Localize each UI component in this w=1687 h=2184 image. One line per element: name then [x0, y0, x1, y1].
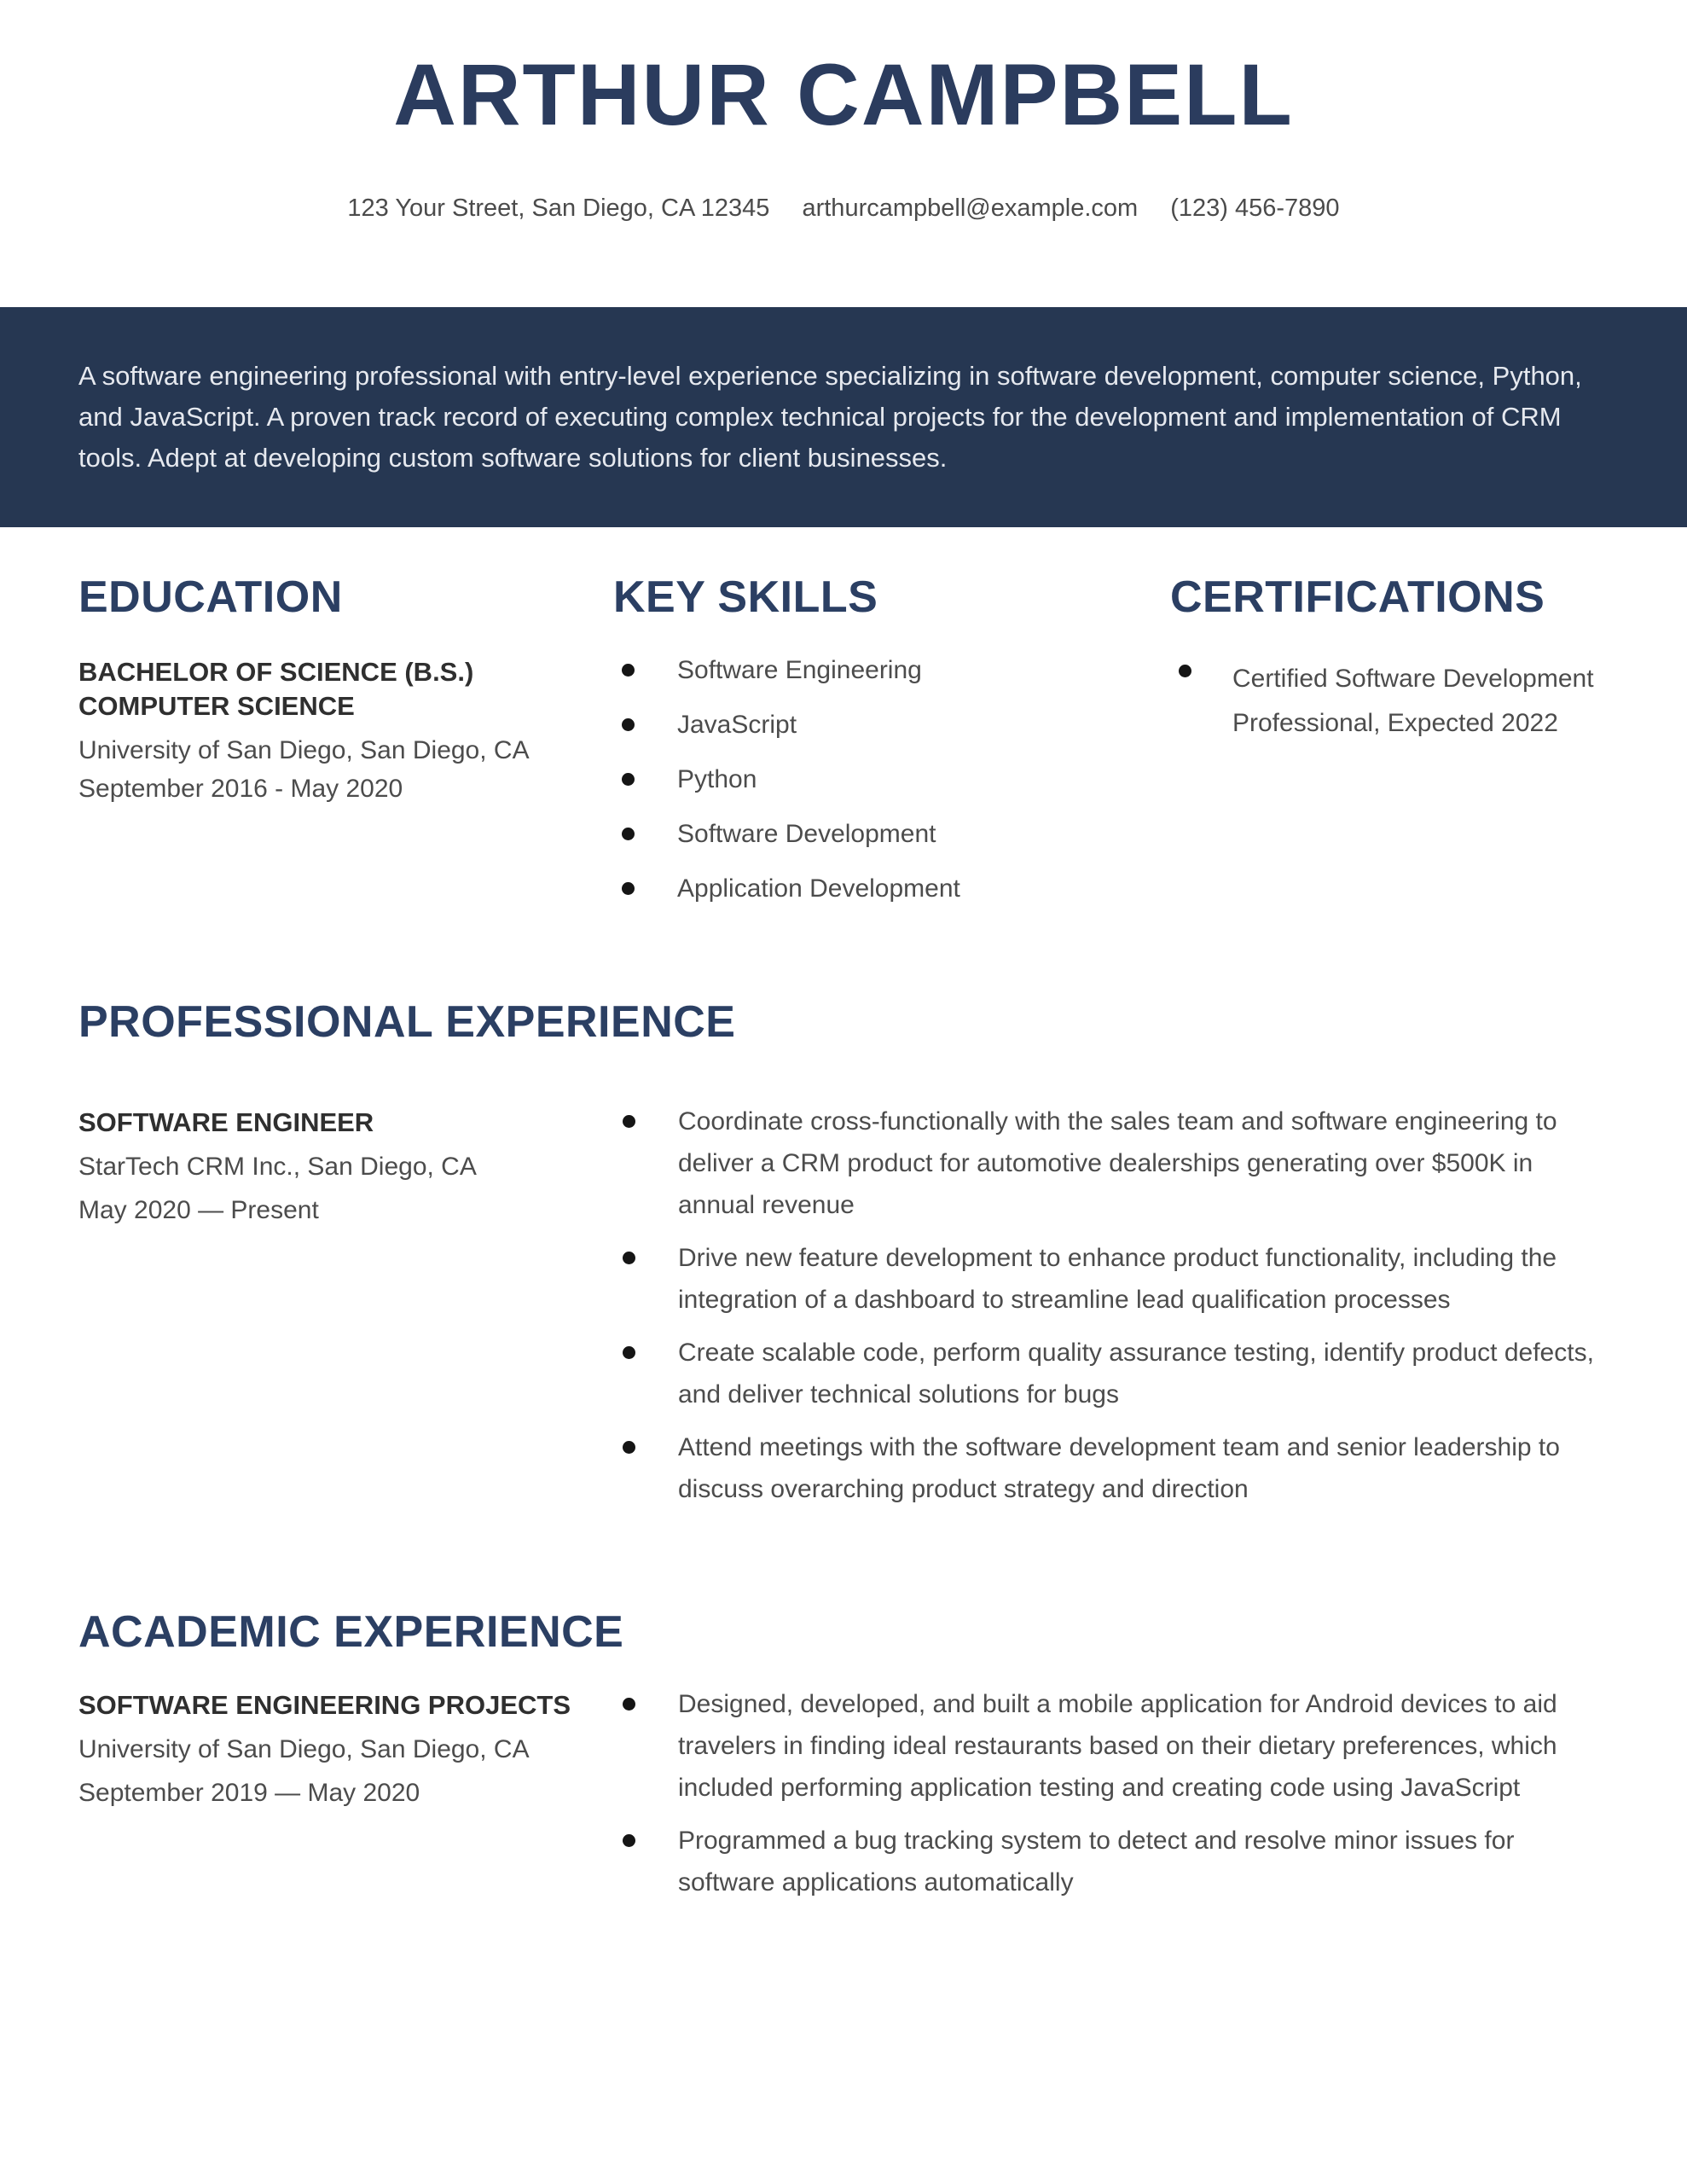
bullet-icon [622, 664, 635, 677]
section-education [78, 573, 613, 930]
bullet-icon [623, 1115, 635, 1128]
key-skills-heading: KEY SKILLS [613, 572, 878, 622]
contact-address: 123 Your Street, San Diego, CA 12345 [347, 195, 770, 222]
contact-email: arthurcampbell@example.com [802, 195, 1139, 222]
bullet-text: Attend meetings with the software development team and senior leadership to discuss overarching product strategy and direction [678, 1433, 1560, 1503]
education-school: University of San Diego, San Diego, CA [78, 736, 530, 764]
academic-experience-body [78, 1683, 1612, 1914]
bullet-icon [622, 828, 635, 840]
job-info [78, 1101, 623, 1232]
bullet-text: Create scalable code, perform quality assurance testing, identify product defects, and deliver technical solutions for bugs [678, 1339, 1594, 1409]
bullet-item [623, 1237, 1612, 1321]
bullet-item [623, 1683, 1612, 1809]
education-dates: September 2016 - May 2020 [78, 775, 403, 803]
bullet-text: Coordinate cross-functionally with the sales team and software engineering to deliver a CRM product for automotive dealerships generating over $500K in annual revenue [678, 1107, 1557, 1219]
professional-experience-heading: PROFESSIONAL EXPERIENCE [78, 997, 736, 1047]
bullet-icon [1179, 665, 1191, 677]
skill-item [622, 712, 1170, 738]
bullet-icon [623, 1252, 635, 1264]
project-school: University of San Diego, San Diego, CA [78, 1735, 530, 1763]
bullet-text: Designed, developed, and built a mobile application for Android devices to aid travelers in finding ideal restaurants based on their dietary preferences, which included performing application testing and creating code using JavaScript [678, 1690, 1557, 1802]
bullet-item [623, 1820, 1612, 1903]
section-certifications [1170, 573, 1619, 930]
job-bullets [623, 1101, 1612, 1521]
bullet-icon [623, 1441, 635, 1454]
bullet-icon [623, 1698, 635, 1711]
bullet-icon [623, 1346, 635, 1359]
skills-list [613, 657, 1170, 902]
skill-label: Application Development [677, 874, 960, 903]
resume-name: ARTHUR CAMPBELL [393, 46, 1294, 143]
summary-banner [0, 307, 1687, 527]
bullet-icon [623, 1834, 635, 1847]
education-degree: BACHELOR OF SCIENCE (B.S.) COMPUTER SCIENCE [78, 657, 474, 721]
project-dates: September 2019 — May 2020 [78, 1779, 420, 1807]
skill-label: Python [677, 765, 757, 793]
skill-label: Software Engineering [677, 656, 922, 684]
skill-item [622, 766, 1170, 793]
project-bullets [623, 1683, 1612, 1914]
certifications-heading: CERTIFICATIONS [1170, 572, 1545, 622]
section-key-skills [613, 573, 1170, 930]
bullet-text: Programmed a bug tracking system to detect and resolve minor issues for software applications automatically [678, 1827, 1515, 1896]
bullet-icon [622, 882, 635, 895]
project-title: SOFTWARE ENGINEERING PROJECTS [78, 1690, 571, 1720]
certifications-list [1170, 657, 1619, 746]
section-professional-experience [78, 998, 1612, 1521]
bullet-text: Drive new feature development to enhance product functionality, including the integration of a dashboard to streamline lead qualification processes [678, 1244, 1557, 1314]
bullet-icon [622, 718, 635, 731]
contact-phone: (123) 456-7890 [1170, 195, 1340, 222]
certification-item [1179, 657, 1619, 746]
job-title: SOFTWARE ENGINEER [78, 1107, 374, 1137]
bullet-icon [622, 773, 635, 786]
project-info [78, 1683, 623, 1815]
skill-item [622, 821, 1170, 847]
skill-item [622, 657, 1170, 683]
contact-line [0, 195, 1687, 223]
bullet-item [623, 1101, 1612, 1226]
professional-experience-body [78, 1101, 1612, 1521]
certification-label: Certified Software Development Professional, Expected 2022 [1232, 665, 1594, 737]
summary-text: A software engineering professional with entry-level experience specializing in software development, computer science, Python, and JavaScript. A proven track record of executing complex technical projects for the development and implementation of CRM tools. Adept at developing custom software solutions for client businesses. [78, 361, 1582, 473]
skill-label: JavaScript [677, 711, 797, 739]
education-heading: EDUCATION [78, 572, 343, 622]
skill-item [622, 875, 1170, 902]
job-dates: May 2020 — Present [78, 1196, 319, 1224]
skill-label: Software Development [677, 820, 936, 848]
section-academic-experience [78, 1608, 1612, 1914]
bullet-item [623, 1332, 1612, 1415]
columns-block [78, 573, 1619, 930]
academic-experience-heading: ACADEMIC EXPERIENCE [78, 1607, 624, 1657]
job-company: StarTech CRM Inc., San Diego, CA [78, 1153, 477, 1181]
bullet-item [623, 1426, 1612, 1510]
